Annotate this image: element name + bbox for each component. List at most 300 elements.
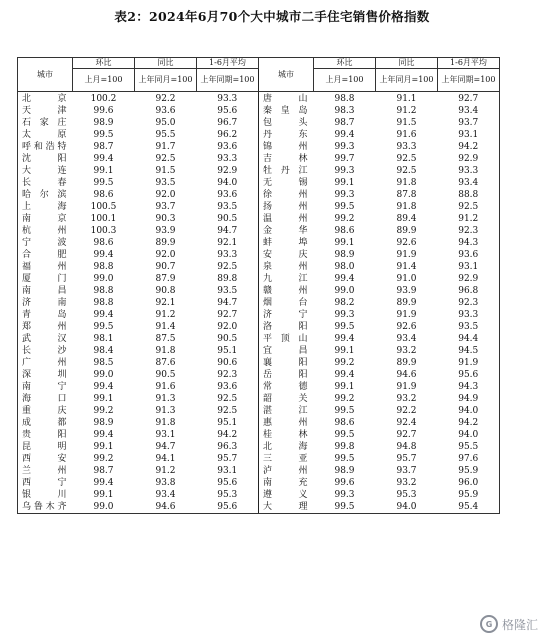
city-name-cell: 泸州 bbox=[259, 465, 314, 477]
mom-value-cell: 99.5 bbox=[334, 202, 355, 212]
mom-value-cell: 99.5 bbox=[334, 430, 355, 440]
ytd-value-cell: 96.2 bbox=[217, 130, 238, 140]
city-name-cell: 兰州 bbox=[18, 465, 73, 477]
yoy-value-cell: 91.3 bbox=[155, 406, 176, 416]
ytd-value-cell: 88.8 bbox=[438, 189, 500, 201]
city-name-cell: 宁波 bbox=[18, 237, 73, 249]
mom-value-cell: 98.7 bbox=[334, 118, 355, 128]
mom-value-cell: 99.1 bbox=[334, 178, 355, 188]
ytd-value-cell: 92.5 bbox=[217, 406, 238, 416]
yoy-value-cell: 92.7 bbox=[396, 430, 417, 440]
ytd-value-cell: 92.5 bbox=[217, 262, 238, 272]
yoy-value-cell: 93.2 bbox=[396, 394, 417, 404]
yoy-value-cell: 91.1 bbox=[396, 94, 417, 104]
mom-value-cell: 98.6 bbox=[93, 190, 114, 200]
yoy-value-cell: 91.6 bbox=[155, 382, 176, 392]
ytd-value-cell: 91.9 bbox=[438, 357, 500, 369]
table-row bbox=[18, 249, 500, 261]
ytd-value-cell: 96.8 bbox=[438, 285, 500, 297]
ytd-value-cell: 93.7 bbox=[438, 117, 500, 129]
column-header-yoy-right: 同比 bbox=[376, 58, 438, 69]
mom-value-cell: 99.5 bbox=[314, 501, 376, 514]
brand-logo-icon: G bbox=[480, 615, 498, 633]
column-header-mom-left: 环比 bbox=[73, 58, 135, 69]
mom-value-cell: 99.0 bbox=[93, 370, 114, 380]
mom-value-cell: 100.2 bbox=[90, 94, 117, 104]
ytd-value-cell: 92.9 bbox=[438, 273, 500, 285]
yoy-value-cell: 89.9 bbox=[396, 358, 417, 368]
ytd-value-cell: 92.5 bbox=[217, 394, 238, 404]
city-name-cell: 平顶山 bbox=[259, 333, 314, 345]
mom-value-cell: 99.8 bbox=[334, 442, 355, 452]
mom-value-cell: 99.1 bbox=[334, 346, 355, 356]
mom-value-cell: 99.4 bbox=[93, 430, 114, 440]
city-name-cell: 金华 bbox=[259, 225, 314, 237]
city-name-cell: 长春 bbox=[18, 177, 73, 189]
mom-value-cell: 99.1 bbox=[334, 238, 355, 248]
city-name-cell: 天津 bbox=[18, 105, 73, 117]
mom-value-cell: 99.1 bbox=[93, 394, 114, 404]
yoy-value-cell: 89.9 bbox=[396, 226, 417, 236]
yoy-value-cell: 95.0 bbox=[155, 118, 176, 128]
table-row bbox=[18, 153, 500, 165]
mom-value-cell: 99.5 bbox=[93, 322, 114, 332]
mom-value-cell: 99.5 bbox=[334, 406, 355, 416]
yoy-value-cell: 91.5 bbox=[155, 166, 176, 176]
base-label-yoy-left: 上年同月=100 bbox=[135, 69, 197, 92]
table-row bbox=[18, 213, 500, 225]
mom-value-cell: 98.3 bbox=[334, 106, 355, 116]
yoy-value-cell: 90.5 bbox=[155, 370, 176, 380]
yoy-value-cell: 91.7 bbox=[155, 142, 176, 152]
ytd-value-cell: 90.5 bbox=[217, 334, 238, 344]
mom-value-cell: 99.3 bbox=[334, 142, 355, 152]
ytd-value-cell: 96.0 bbox=[438, 477, 500, 489]
city-name-cell: 合肥 bbox=[18, 249, 73, 261]
yoy-value-cell: 89.9 bbox=[396, 298, 417, 308]
yoy-value-cell: 91.9 bbox=[396, 310, 417, 320]
yoy-value-cell: 89.4 bbox=[396, 214, 417, 224]
base-label-mom-right: 上月=100 bbox=[314, 69, 376, 92]
city-name-cell: 太原 bbox=[18, 129, 73, 141]
ytd-value-cell: 94.3 bbox=[438, 381, 500, 393]
ytd-value-cell: 93.6 bbox=[217, 142, 238, 152]
base-label-ytd-left: 上年同期=100 bbox=[197, 69, 259, 92]
table-body bbox=[18, 92, 500, 514]
yoy-value-cell: 92.4 bbox=[396, 418, 417, 428]
table-row bbox=[18, 465, 500, 477]
ytd-value-cell: 92.3 bbox=[217, 370, 238, 380]
city-name-cell: 郑州 bbox=[18, 321, 73, 333]
city-name-cell: 重庆 bbox=[18, 405, 73, 417]
mom-value-cell: 99.5 bbox=[93, 178, 114, 188]
mom-value-cell: 98.7 bbox=[93, 142, 114, 152]
city-name-cell: 青岛 bbox=[18, 309, 73, 321]
city-name-cell: 三亚 bbox=[259, 453, 314, 465]
mom-value-cell: 99.4 bbox=[93, 154, 114, 164]
city-name-cell: 大连 bbox=[18, 165, 73, 177]
ytd-value-cell: 95.7 bbox=[217, 454, 238, 464]
table-row bbox=[18, 105, 500, 117]
mom-value-cell: 98.2 bbox=[334, 298, 355, 308]
yoy-value-cell: 91.8 bbox=[396, 178, 417, 188]
yoy-value-cell: 91.9 bbox=[396, 250, 417, 260]
city-name-cell: 遵义 bbox=[259, 489, 314, 501]
mom-value-cell: 98.5 bbox=[93, 358, 114, 368]
mom-value-cell: 99.5 bbox=[93, 130, 114, 140]
yoy-value-cell: 91.4 bbox=[396, 262, 417, 272]
city-name-cell: 韶关 bbox=[259, 393, 314, 405]
city-name-cell: 南宁 bbox=[18, 381, 73, 393]
city-name-cell: 南充 bbox=[259, 477, 314, 489]
mom-value-cell: 98.8 bbox=[93, 286, 114, 296]
mom-value-cell: 99.3 bbox=[334, 490, 355, 500]
yoy-value-cell: 94.6 bbox=[396, 370, 417, 380]
city-name-cell: 包头 bbox=[259, 117, 314, 129]
city-name-cell: 西宁 bbox=[18, 477, 73, 489]
yoy-value-cell: 87.6 bbox=[155, 358, 176, 368]
mom-value-cell: 98.1 bbox=[93, 334, 114, 344]
city-name-cell: 岳阳 bbox=[259, 369, 314, 381]
mom-value-cell: 98.6 bbox=[334, 226, 355, 236]
table-row bbox=[18, 273, 500, 285]
city-name-cell: 常德 bbox=[259, 381, 314, 393]
yoy-value-cell: 89.9 bbox=[155, 238, 176, 248]
yoy-value-cell: 91.8 bbox=[396, 202, 417, 212]
table-row bbox=[18, 357, 500, 369]
city-name-cell: 北海 bbox=[259, 441, 314, 453]
ytd-value-cell: 94.2 bbox=[438, 141, 500, 153]
city-name-cell: 乌鲁木齐 bbox=[18, 501, 73, 514]
city-name-cell: 宜昌 bbox=[259, 345, 314, 357]
ytd-value-cell: 95.5 bbox=[438, 441, 500, 453]
mom-value-cell: 99.2 bbox=[334, 394, 355, 404]
yoy-value-cell: 90.8 bbox=[155, 286, 176, 296]
ytd-value-cell: 92.9 bbox=[438, 153, 500, 165]
mom-value-cell: 99.3 bbox=[334, 190, 355, 200]
city-name-cell: 呼和浩特 bbox=[18, 141, 73, 153]
yoy-value-cell: 94.1 bbox=[155, 454, 176, 464]
city-name-cell: 福州 bbox=[18, 261, 73, 273]
column-header-yoy-left: 同比 bbox=[135, 58, 197, 69]
yoy-value-cell: 93.8 bbox=[155, 478, 176, 488]
yoy-value-cell: 94.6 bbox=[135, 501, 197, 514]
mom-value-cell: 98.0 bbox=[334, 262, 355, 272]
yoy-value-cell: 91.2 bbox=[155, 310, 176, 320]
ytd-value-cell: 92.7 bbox=[438, 92, 500, 106]
yoy-value-cell: 93.4 bbox=[396, 334, 417, 344]
table-row bbox=[18, 177, 500, 189]
column-header-city-right: 城市 bbox=[259, 58, 314, 92]
city-name-cell: 银川 bbox=[18, 489, 73, 501]
ytd-value-cell: 95.6 bbox=[197, 501, 259, 514]
city-name-cell: 惠州 bbox=[259, 417, 314, 429]
ytd-value-cell: 94.0 bbox=[217, 178, 238, 188]
city-name-cell: 徐州 bbox=[259, 189, 314, 201]
yoy-value-cell: 91.9 bbox=[396, 382, 417, 392]
city-name-cell: 秦皇岛 bbox=[259, 105, 314, 117]
table-row bbox=[18, 141, 500, 153]
city-name-cell: 桂林 bbox=[259, 429, 314, 441]
ytd-value-cell: 92.3 bbox=[438, 297, 500, 309]
base-label-ytd-right: 上年同期=100 bbox=[438, 69, 500, 92]
city-name-cell: 襄阳 bbox=[259, 357, 314, 369]
city-name-cell: 武汉 bbox=[18, 333, 73, 345]
ytd-value-cell: 93.1 bbox=[438, 129, 500, 141]
mom-value-cell: 98.8 bbox=[93, 298, 114, 308]
mom-value-cell: 98.7 bbox=[93, 466, 114, 476]
city-name-cell: 石家庄 bbox=[18, 117, 73, 129]
ytd-value-cell: 92.1 bbox=[217, 238, 238, 248]
ytd-value-cell: 93.3 bbox=[438, 165, 500, 177]
city-name-cell: 长沙 bbox=[18, 345, 73, 357]
ytd-value-cell: 93.4 bbox=[438, 105, 500, 117]
yoy-value-cell: 92.2 bbox=[396, 406, 417, 416]
ytd-value-cell: 93.6 bbox=[438, 249, 500, 261]
city-name-cell: 湛江 bbox=[259, 405, 314, 417]
city-name-cell: 昆明 bbox=[18, 441, 73, 453]
yoy-value-cell: 87.9 bbox=[155, 274, 176, 284]
ytd-value-cell: 95.1 bbox=[217, 418, 238, 428]
table-row bbox=[18, 321, 500, 333]
yoy-value-cell: 91.6 bbox=[396, 130, 417, 140]
ytd-value-cell: 95.6 bbox=[217, 106, 238, 116]
yoy-value-cell: 87.8 bbox=[396, 190, 417, 200]
city-name-cell: 济宁 bbox=[259, 309, 314, 321]
table-row bbox=[18, 92, 500, 106]
ytd-value-cell: 95.6 bbox=[438, 369, 500, 381]
mom-value-cell: 100.5 bbox=[90, 202, 117, 212]
table-row bbox=[18, 297, 500, 309]
yoy-value-cell: 93.7 bbox=[155, 202, 176, 212]
mom-value-cell: 98.6 bbox=[334, 418, 355, 428]
table-row bbox=[18, 441, 500, 453]
mom-value-cell: 99.5 bbox=[334, 454, 355, 464]
mom-value-cell: 99.3 bbox=[334, 166, 355, 176]
ytd-value-cell: 93.3 bbox=[217, 250, 238, 260]
city-name-cell: 哈尔滨 bbox=[18, 189, 73, 201]
mom-value-cell: 99.4 bbox=[93, 478, 114, 488]
ytd-value-cell: 93.5 bbox=[438, 321, 500, 333]
mom-value-cell: 99.1 bbox=[93, 442, 114, 452]
city-name-cell: 赣州 bbox=[259, 285, 314, 297]
mom-value-cell: 99.1 bbox=[334, 382, 355, 392]
city-name-cell: 沈阳 bbox=[18, 153, 73, 165]
column-header-mom-right: 环比 bbox=[314, 58, 376, 69]
yoy-value-cell: 94.8 bbox=[396, 442, 417, 452]
mom-value-cell: 99.6 bbox=[93, 106, 114, 116]
ytd-value-cell: 94.7 bbox=[217, 226, 238, 236]
table-row bbox=[18, 381, 500, 393]
city-name-cell: 泉州 bbox=[259, 261, 314, 273]
mom-value-cell: 98.8 bbox=[93, 262, 114, 272]
table-row bbox=[18, 309, 500, 321]
ytd-value-cell: 94.0 bbox=[438, 429, 500, 441]
city-name-cell: 牡丹江 bbox=[259, 165, 314, 177]
mom-value-cell: 99.2 bbox=[93, 454, 114, 464]
ytd-value-cell: 95.9 bbox=[438, 489, 500, 501]
ytd-value-cell: 94.3 bbox=[438, 237, 500, 249]
ytd-value-cell: 93.5 bbox=[217, 202, 238, 212]
ytd-value-cell: 93.6 bbox=[217, 190, 238, 200]
table-row bbox=[18, 345, 500, 357]
table-row bbox=[18, 501, 500, 514]
column-header-city-left: 城市 bbox=[18, 58, 73, 92]
base-label-mom-left: 上月=100 bbox=[73, 69, 135, 92]
yoy-value-cell: 92.1 bbox=[155, 298, 176, 308]
yoy-value-cell: 93.1 bbox=[155, 430, 176, 440]
ytd-value-cell: 92.0 bbox=[217, 322, 238, 332]
yoy-value-cell: 92.2 bbox=[155, 94, 176, 104]
yoy-value-cell: 90.3 bbox=[155, 214, 176, 224]
table-row bbox=[18, 261, 500, 273]
yoy-value-cell: 92.0 bbox=[155, 250, 176, 260]
table-row bbox=[18, 429, 500, 441]
city-name-cell: 蚌埠 bbox=[259, 237, 314, 249]
yoy-value-cell: 91.5 bbox=[396, 118, 417, 128]
city-name-cell: 广州 bbox=[18, 357, 73, 369]
city-name-cell: 无锡 bbox=[259, 177, 314, 189]
table-row bbox=[18, 237, 500, 249]
table-row bbox=[18, 285, 500, 297]
mom-value-cell: 100.1 bbox=[90, 214, 117, 224]
ytd-value-cell: 95.9 bbox=[438, 465, 500, 477]
table-row bbox=[18, 165, 500, 177]
yoy-value-cell: 91.4 bbox=[155, 322, 176, 332]
city-name-cell: 丹东 bbox=[259, 129, 314, 141]
ytd-value-cell: 94.7 bbox=[217, 298, 238, 308]
yoy-value-cell: 94.7 bbox=[155, 442, 176, 452]
yoy-value-cell: 91.2 bbox=[155, 466, 176, 476]
yoy-value-cell: 91.8 bbox=[155, 346, 176, 356]
ytd-value-cell: 94.2 bbox=[217, 430, 238, 440]
yoy-value-cell: 93.2 bbox=[396, 346, 417, 356]
mom-value-cell: 99.4 bbox=[334, 370, 355, 380]
mom-value-cell: 99.3 bbox=[334, 310, 355, 320]
yoy-value-cell: 94.0 bbox=[376, 501, 438, 514]
ytd-value-cell: 93.4 bbox=[438, 177, 500, 189]
table-row bbox=[18, 189, 500, 201]
ytd-value-cell: 94.5 bbox=[438, 345, 500, 357]
table-row bbox=[18, 453, 500, 465]
column-header-ytd-right: 1-6月平均 bbox=[438, 58, 500, 69]
city-name-cell: 吉林 bbox=[259, 153, 314, 165]
city-name-cell: 杭州 bbox=[18, 225, 73, 237]
yoy-value-cell: 95.5 bbox=[155, 130, 176, 140]
mom-value-cell: 99.7 bbox=[334, 154, 355, 164]
watermark bbox=[480, 615, 538, 633]
table-row bbox=[18, 129, 500, 141]
yoy-value-cell: 91.8 bbox=[155, 418, 176, 428]
column-header-ytd-left: 1-6月平均 bbox=[197, 58, 259, 69]
mom-value-cell: 98.9 bbox=[93, 418, 114, 428]
mom-value-cell: 99.0 bbox=[334, 286, 355, 296]
mom-value-cell: 98.8 bbox=[334, 94, 355, 104]
city-name-cell: 上海 bbox=[18, 201, 73, 213]
city-name-cell: 深圳 bbox=[18, 369, 73, 381]
table-row bbox=[18, 417, 500, 429]
ytd-value-cell: 92.9 bbox=[217, 166, 238, 176]
table-row bbox=[18, 117, 500, 129]
mom-value-cell: 99.0 bbox=[93, 274, 114, 284]
ytd-value-cell: 93.3 bbox=[217, 94, 238, 104]
yoy-value-cell: 91.2 bbox=[396, 106, 417, 116]
price-index-table bbox=[17, 57, 500, 514]
mom-value-cell: 99.2 bbox=[93, 406, 114, 416]
ytd-value-cell: 89.8 bbox=[217, 274, 238, 284]
yoy-value-cell: 93.5 bbox=[155, 178, 176, 188]
table-row bbox=[18, 333, 500, 345]
yoy-value-cell: 95.3 bbox=[396, 490, 417, 500]
ytd-value-cell: 95.4 bbox=[438, 501, 500, 514]
table-row bbox=[18, 369, 500, 381]
mom-value-cell: 99.4 bbox=[334, 274, 355, 284]
mom-value-cell: 99.5 bbox=[334, 322, 355, 332]
ytd-value-cell: 93.3 bbox=[217, 154, 238, 164]
table-row bbox=[18, 477, 500, 489]
yoy-value-cell: 92.0 bbox=[155, 190, 176, 200]
city-name-cell: 九江 bbox=[259, 273, 314, 285]
yoy-value-cell: 91.3 bbox=[155, 394, 176, 404]
table-title: 表2：2024年6月70个大中城市二手住宅销售价格指数 bbox=[114, 9, 430, 24]
yoy-value-cell: 93.2 bbox=[396, 478, 417, 488]
mom-value-cell: 99.4 bbox=[334, 130, 355, 140]
mom-value-cell: 99.0 bbox=[73, 501, 135, 514]
watermark-text: 格隆汇 bbox=[501, 617, 538, 632]
yoy-value-cell: 92.5 bbox=[396, 166, 417, 176]
yoy-value-cell: 92.5 bbox=[396, 154, 417, 164]
yoy-value-cell: 92.6 bbox=[396, 322, 417, 332]
ytd-value-cell: 94.9 bbox=[438, 393, 500, 405]
mom-value-cell: 99.6 bbox=[334, 478, 355, 488]
mom-value-cell: 99.4 bbox=[334, 334, 355, 344]
yoy-value-cell: 87.5 bbox=[155, 334, 176, 344]
yoy-value-cell: 91.0 bbox=[396, 274, 417, 284]
city-name-cell: 洛阳 bbox=[259, 321, 314, 333]
ytd-value-cell: 96.3 bbox=[217, 442, 238, 452]
ytd-value-cell: 96.7 bbox=[217, 118, 238, 128]
city-name-cell: 贵阳 bbox=[18, 429, 73, 441]
yoy-value-cell: 93.3 bbox=[396, 142, 417, 152]
table-row bbox=[18, 225, 500, 237]
yoy-value-cell: 90.7 bbox=[155, 262, 176, 272]
mom-value-cell: 99.4 bbox=[93, 382, 114, 392]
ytd-value-cell: 94.4 bbox=[438, 333, 500, 345]
ytd-value-cell: 92.5 bbox=[438, 201, 500, 213]
table-row bbox=[18, 405, 500, 417]
city-name-cell: 锦州 bbox=[259, 141, 314, 153]
city-name-cell: 厦门 bbox=[18, 273, 73, 285]
mom-value-cell: 99.2 bbox=[334, 358, 355, 368]
mom-value-cell: 98.9 bbox=[334, 250, 355, 260]
city-name-cell: 烟台 bbox=[259, 297, 314, 309]
city-name-cell: 温州 bbox=[259, 213, 314, 225]
yoy-value-cell: 93.7 bbox=[396, 466, 417, 476]
yoy-value-cell: 93.6 bbox=[155, 106, 176, 116]
mom-value-cell: 99.4 bbox=[93, 310, 114, 320]
mom-value-cell: 99.1 bbox=[93, 166, 114, 176]
city-name-cell: 济南 bbox=[18, 297, 73, 309]
ytd-value-cell: 93.5 bbox=[217, 286, 238, 296]
yoy-value-cell: 93.4 bbox=[155, 490, 176, 500]
mom-value-cell: 98.9 bbox=[334, 466, 355, 476]
city-name-cell: 唐山 bbox=[259, 92, 314, 106]
mom-value-cell: 99.4 bbox=[93, 250, 114, 260]
city-name-cell: 安庆 bbox=[259, 249, 314, 261]
ytd-value-cell: 95.3 bbox=[217, 490, 238, 500]
city-name-cell: 南京 bbox=[18, 213, 73, 225]
yoy-value-cell: 92.5 bbox=[155, 154, 176, 164]
